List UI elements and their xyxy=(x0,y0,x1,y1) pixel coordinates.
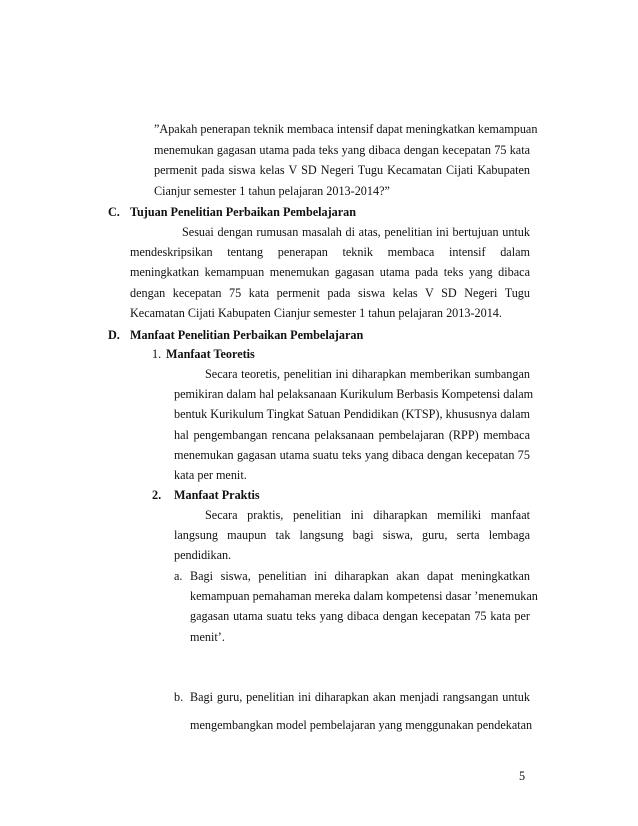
subsection-line: bentuk Kurikulum Tingkat Satuan Pendidikan (KTSP), khususnya dalam xyxy=(174,407,530,422)
section-c-line: meningkatkan kemampuan menemukan gagasan utama pada teks yang dibaca xyxy=(130,265,530,280)
subsection-line: menemukan gagasan utama suatu teks yang dibaca dengan kecepatan 75 xyxy=(174,447,530,462)
list-item-letter: a. xyxy=(174,568,183,583)
list-item-line: Bagi guru, penelitian ini diharapkan akan menjadi rangsangan untuk xyxy=(190,690,530,704)
section-c-heading: Tujuan Penelitian Perbaikan Pembelajaran xyxy=(130,205,357,220)
question-line: Cianjur semester 1 tahun pelajaran 2013-2014?” xyxy=(154,183,390,198)
subsection-heading: Manfaat Teoretis xyxy=(166,347,255,362)
question-line: ”Apakah penerapan teknik membaca intensif dapat meningkatkan kemampuan xyxy=(154,122,538,136)
section-c-line: dengan kecepatan 75 kata permenit pada siswa kelas V SD Negeri Tugu xyxy=(130,285,530,300)
subsection-line: pendidikan. xyxy=(174,548,232,563)
list-item-line: menit’. xyxy=(190,629,225,644)
section-c-line: Sesuai dengan rumusan masalah di atas, penelitian ini bertujuan untuk xyxy=(182,224,530,239)
section-d-letter: D. xyxy=(108,327,120,342)
section-c-line: Kecamatan Cijati Kabupaten Cianjur semester 1 tahun pelajaran 2013-2014. xyxy=(130,305,502,320)
subsection-line: hal pengembangan rencana pelaksanaan pembelajaran (RPP) membaca xyxy=(174,427,530,442)
list-item-line: kemampuan pemahaman mereka dalam kompetensi dasar ’menemukan xyxy=(190,589,538,603)
list-item-line: Bagi siswa, penelitian ini diharapkan akan dapat meningkatkan xyxy=(190,568,530,583)
subsection-line: pemikiran dalam hal pelaksanaan Kurikulum Berbasis Kompetensi dalam xyxy=(174,387,534,401)
list-item-letter: b. xyxy=(174,690,184,704)
list-item-line: gagasan utama suatu teks yang dibaca dengan kecepatan 75 kata per xyxy=(190,609,530,624)
subsection-line: langsung maupun tak langsung bagi siswa, guru, serta lembaga xyxy=(174,528,530,543)
section-d-heading: Manfaat Penelitian Perbaikan Pembelajaran xyxy=(130,327,364,342)
subsection-line: Secara praktis, penelitian ini diharapkan memiliki manfaat xyxy=(205,507,530,522)
subsection-heading: Manfaat Praktis xyxy=(174,488,260,503)
question-line: permenit pada siswa kelas V SD Negeri Tugu Kecamatan Cijati Kabupaten xyxy=(154,163,530,178)
page-number: 5 xyxy=(519,769,526,783)
section-c-line: mendeskripsikan tentang penerapan teknik membaca intensif dalam xyxy=(130,245,530,260)
subsection-line: Secara teoretis, penelitian ini diharapkan memberikan sumbangan xyxy=(205,366,530,381)
subsection-number: 2. xyxy=(152,488,162,503)
list-item-line: mengembangkan model pembelajaran yang menggunakan pendekatan xyxy=(190,718,533,732)
question-line: menemukan gagasan utama pada teks yang dibaca dengan kecepatan 75 kata xyxy=(154,143,530,157)
subsection-line: kata per menit. xyxy=(174,468,247,483)
section-c-letter: C. xyxy=(108,205,120,220)
subsection-number: 1. xyxy=(152,347,162,362)
